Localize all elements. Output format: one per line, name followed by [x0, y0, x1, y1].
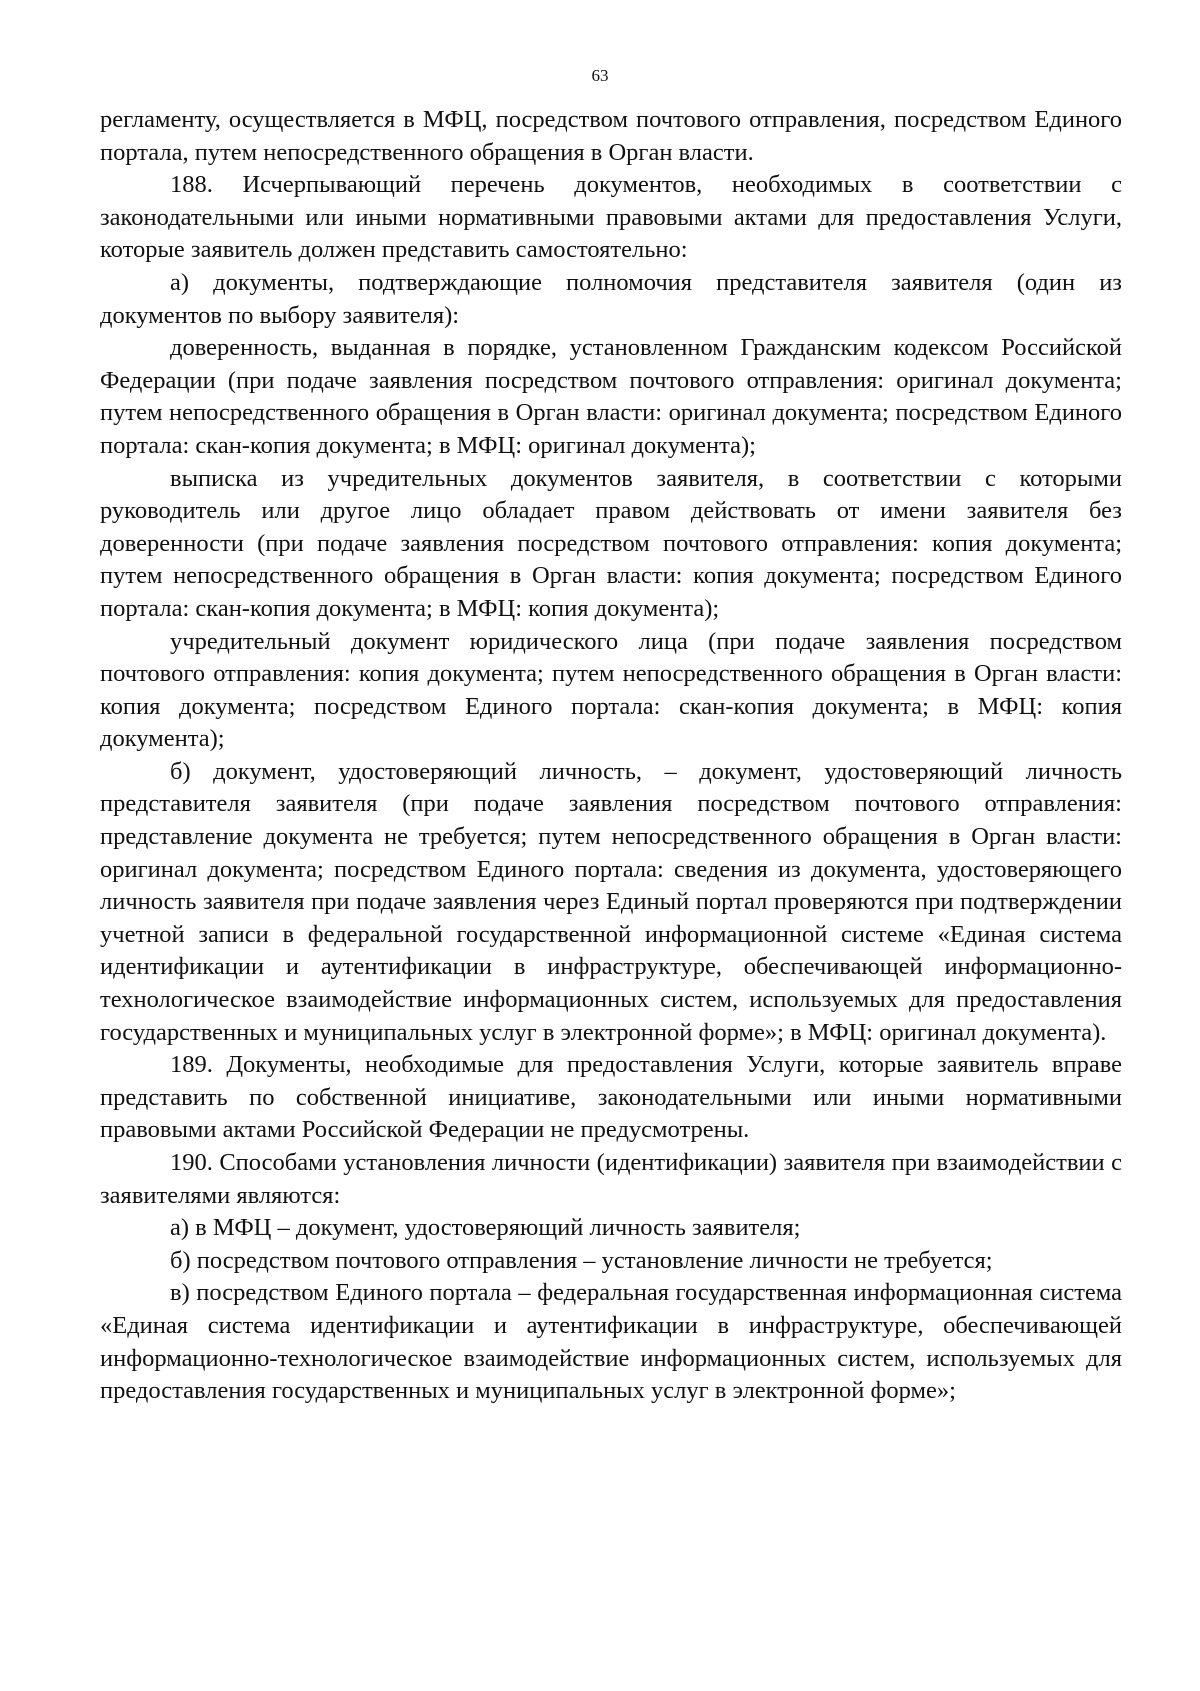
- paragraph-190-a: а) в МФЦ – документ, удостоверяющий личность заявителя;: [170, 1214, 801, 1242]
- page-number: 63: [591, 66, 609, 85]
- paragraph-190: 190. Способами установления личности (идентификации) заявителя при взаимодействии с заявителями являются:: [100, 1149, 1122, 1209]
- paragraph-extract-founding-documents: выписка из учредительных документов заявителя, в соответствии с которыми руководитель или другое лицо обладает правом действовать от имени заявителя без доверенности (при подаче заявления посредством почтового отправления: копия документа; путем непосредственного обращения в Орган власти: копия документа; посредством Единого портала: скан-копия документа; в МФЦ: копия документа);: [100, 464, 1122, 622]
- document-body: [100, 104, 1122, 1408]
- paragraph-190-c: в) посредством Единого портала – федеральная государственная информационная система «Единая система идентификации и аутентификации в инфраструктуре, обеспечивающей информационно-технологическое взаимодействие информационных систем, используемых для предоставления государственных и муниципальных услуг в электронной форме»;: [100, 1279, 1122, 1405]
- paragraph-continuation: регламенту, осуществляется в МФЦ, посредством почтового отправления, посредством Единого портала, путем непосредственного обращения в Орган власти.: [100, 106, 1122, 166]
- paragraph-189: 189. Документы, необходимые для предоставления Услуги, которые заявитель вправе представить по собственной инициативе, законодательными или иными нормативными правовыми актами Российской Федерации не предусмотрены.: [100, 1051, 1122, 1144]
- paragraph-188: 188. Исчерпывающий перечень документов, необходимых в соответствии с законодательными или иными нормативными правовыми актами для предоставления Услуги, которые заявитель должен представить самостоятельно:: [100, 171, 1122, 264]
- paragraph-190-b: б) посредством почтового отправления – установление личности не требуется;: [170, 1246, 993, 1274]
- paragraph-founding-document: учредительный документ юридического лица (при подаче заявления посредством почтового отправления: копия документа; путем непосредственного обращения в Орган власти: копия документа; посредством Единого портала: скан-копия документа; в МФЦ: копия документа);: [100, 627, 1122, 753]
- paragraph-power-of-attorney: доверенность, выданная в порядке, установленном Гражданским кодексом Российской Федерации (при подаче заявления посредством почтового отправления: оригинал документа; путем непосредственного обращения в Орган власти: оригинал документа; посредством Единого портала: скан-копия документа; в МФЦ: оригинал документа);: [100, 334, 1122, 459]
- paragraph-188-a: а) документы, подтверждающие полномочия представителя заявителя (один из документов по выбору заявителя):: [100, 268, 1122, 329]
- paragraph-188-b: б) документ, удостоверяющий личность, – документ, удостоверяющий личность представителя заявителя (при подаче заявления посредством почтового отправления: представление документа не требуется; путем непосредственного обращения в Орган власти: оригинал документа; посредством Единого портала: сведения из документа, удостоверяющего личность заявителя при подаче заявления через Единый портал проверяются при подтверждении учетной записи в федеральной государственной информационной системе «Единая система идентификации и аутентификации в инфраструктуре, обеспечивающей информационно-технологическое взаимодействие информационных систем, используемых для предоставления государственных и муниципальных услуг в электронной форме»; в МФЦ: оригинал документа).: [100, 757, 1122, 1046]
